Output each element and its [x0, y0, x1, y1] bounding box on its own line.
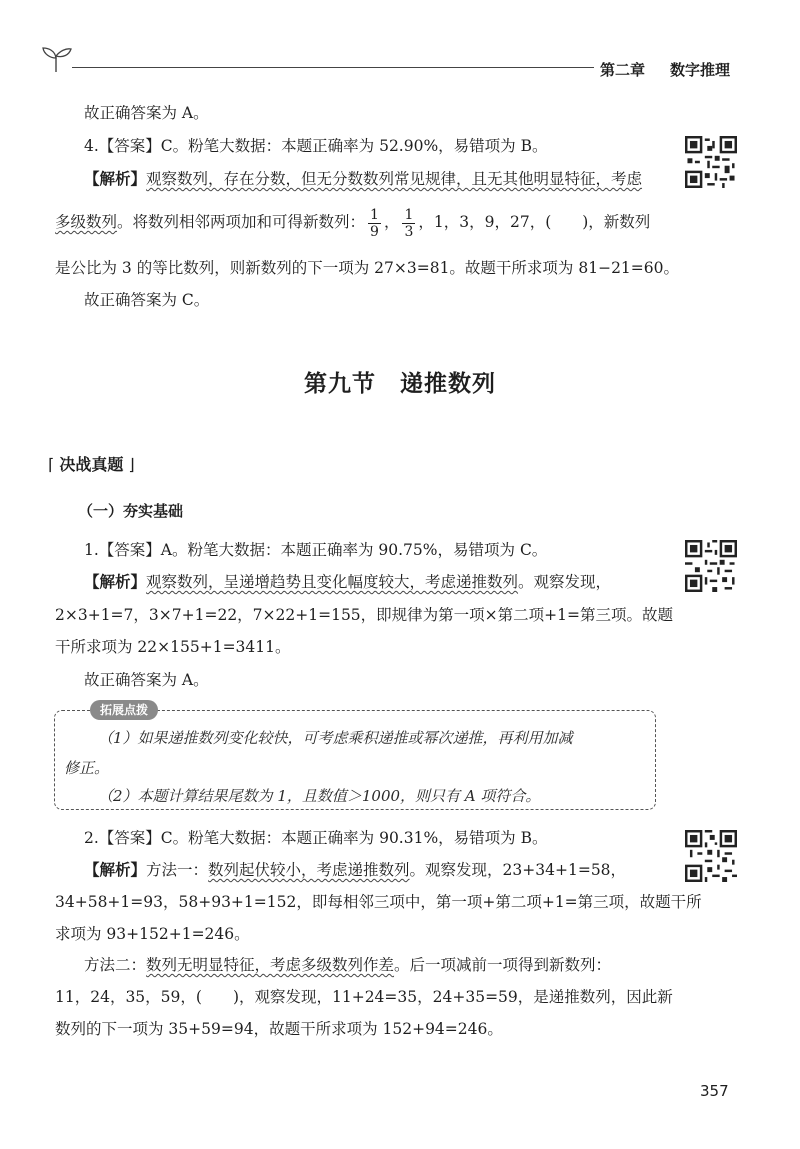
- q1-analysis-line-3: 干所求项为 22×155+1=3411。: [55, 638, 291, 656]
- page-number: 357: [700, 1082, 729, 1100]
- q1-answer: 1.【答案】A。粉笔大数据：本题正确率为 90.75%，易错项为 C。: [84, 541, 548, 559]
- tip-line-1: （1）如果递推数列变化较快，可考虑乘积递推或幂次递推，再利用加减: [98, 729, 573, 747]
- q2-method1-line-2: 34+58+1=93，58+93+1=152，即每相邻三项中，第一项+第二项+1=第三项，故题干所: [55, 893, 702, 911]
- q2-answer: 2.【答案】C。粉笔大数据：本题正确率为 90.31%，易错项为 B。: [84, 829, 548, 847]
- sprout-icon: [38, 42, 74, 76]
- answer-line: 故正确答案为 A。: [84, 104, 209, 122]
- q2-method2-line-3: 数列的下一项为 35+59=94，故题干所求项为 152+94=246。: [55, 1020, 503, 1038]
- q4-analysis-line-1: 【解析】观察数列，存在分数，但无分数数列常见规律，且无其他明显特征，考虑: [84, 169, 643, 188]
- fraction-one-third: $\frac{1}{3}$: [404, 206, 414, 240]
- q1-conclusion: 故正确答案为 A。: [84, 671, 209, 689]
- q1-analysis-line-1: 【解析】观察数列，呈递增趋势且变化幅度较大，考虑递推数列。观察发现，: [84, 572, 612, 591]
- tip-line-3: （2）本题计算结果尾数为 1，且数值＞1000，则只有 A 项符合。: [98, 787, 541, 805]
- q4-answer: 4.【答案】C。粉笔大数据：本题正确率为 52.90%，易错项为 B。: [84, 137, 548, 155]
- chapter-title: 数字推理: [670, 61, 731, 79]
- q4-analysis-line-3: 是公比为 3 的等比数列，则新数列的下一项为 27×3=81。故题干所求项为 81−21=60。: [55, 259, 679, 277]
- fraction-one-ninth: $\frac{1}{9}$: [370, 206, 379, 240]
- q1-analysis-line-2: 2×3+1=7，3×7+1=22，7×22+1=155，即规律为第一项×第二项+1=第三项。故题: [55, 606, 673, 624]
- sub-section-label: （一）夯实基础: [78, 502, 184, 520]
- q4-analysis-line-2: 多级数列。将数列相邻两项加和可得新数列： $\frac{1}{9}$ ， $\frac{1}{3}$ ，1，3，9，27，( )，新数列: [55, 206, 651, 240]
- q4-conclusion: 故正确答案为 C。: [84, 291, 210, 309]
- qr-code-icon[interactable]: [685, 830, 737, 882]
- section-title: 第九节 递推数列: [304, 371, 496, 397]
- q2-method2-line-1: 方法二：数列无明显特征，考虑多级数列作差。后一项减前一项得到新数列：: [84, 956, 612, 974]
- tip-box-title: 拓展点拨: [90, 700, 158, 720]
- tip-line-2: 修正。: [64, 759, 110, 777]
- q2-method1-line-1: 【解析】方法一：数列起伏较小，考虑递推数列。观察发现，23+34+1=58，: [84, 860, 627, 879]
- qr-code-icon[interactable]: [685, 136, 737, 188]
- zhenti-label: ⌈ 决战真题 ⌋: [48, 455, 135, 474]
- qr-code-icon[interactable]: [685, 540, 737, 592]
- q2-method2-line-2: 11，24，35，59，( )，观察发现，11+24=35，24+35=59，是递推数列，因此新: [55, 988, 673, 1006]
- chapter-label: 第二章: [600, 61, 646, 79]
- q2-method1-line-3: 求项为 93+152+1=246。: [55, 925, 250, 943]
